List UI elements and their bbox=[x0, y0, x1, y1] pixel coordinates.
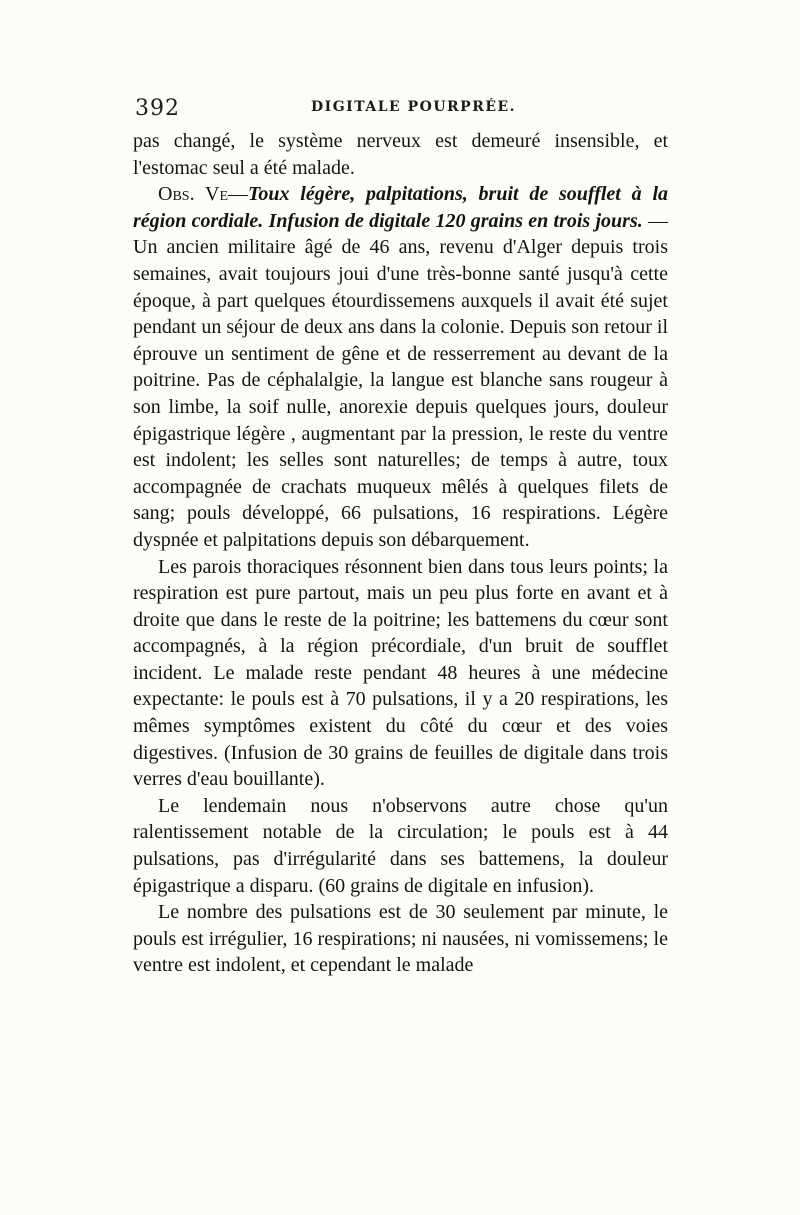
observation-label: Obs. Ve— bbox=[158, 183, 248, 206]
body-text bbox=[133, 128, 668, 979]
page-number: 392 bbox=[135, 96, 180, 121]
observation-title: Toux légère, palpitations, bruit de soufflet à la région cordiale. Infusion de digitale 120 grains en trois jours. bbox=[133, 183, 668, 232]
paragraph-continuation: pas changé, le système nerveux est demeuré insensible, et l'estomac seul a été malade. bbox=[133, 130, 668, 179]
paragraph-pulse-count: Le nombre des pulsations est de 30 seulement par minute, le pouls est irrégulier, 16 respirations; ni nausées, ni vomissemens; le ventre est indolent, et cependant le malade bbox=[133, 901, 668, 977]
observation-body: — Un ancien militaire âgé de 46 ans, revenu d'Alger depuis trois semaines, avait toujours joui d'une très-bonne santé jusqu'à cette époque, à part quelques étourdissemens auxquels il avait été sujet pendant un séjour de deux ans dans la colonie. Depuis son retour il éprouve un sentiment de gêne et de resserrement au devant de la poitrine. Pas de céphalalgie, la langue est blanche sans rougeur à son limbe, la soif nulle, anorexie depuis quelques jours, douleur épigastrique légère , augmentant par la pression, le reste du ventre est indolent; les selles sont naturelles; de temps à autre, toux accompagnée de crachats muqueux mêlés à quelques filets de sang; pouls développé, 66 pulsations, 16 respirations. Légère dyspnée et palpitations depuis son débarquement. bbox=[133, 209, 669, 551]
paragraph-next-day: Le lendemain nous n'observons autre chose qu'un ralentissement notable de la circulation; le pouls est à 44 pulsations, pas d'irrégularité dans ses battemens, la douleur épigastrique a disparu. (60 grains de digitale en infusion). bbox=[133, 794, 668, 897]
page-header bbox=[135, 96, 668, 124]
running-title: DIGITALE POURPRÉE. bbox=[311, 99, 517, 115]
paragraph-thoracic-exam: Les parois thoraciques résonnent bien dans tous leurs points; la respiration est pure partout, mais un peu plus forte en avant et à droite que dans le reste de la poitrine; les battemens du cœur sont accompagnés, à la région précordiale, d'un bruit de soufflet incident. Le malade reste pendant 48 heures à une médecine expectante: le pouls est à 70 pulsations, il y a 20 respirations, les mêmes symptômes existent du côté du cœur et des voies digestives. (Infusion de 30 grains de feuilles de digitale dans trois verres d'eau bouillante). bbox=[133, 555, 668, 791]
paragraph-observation-5 bbox=[133, 181, 668, 553]
